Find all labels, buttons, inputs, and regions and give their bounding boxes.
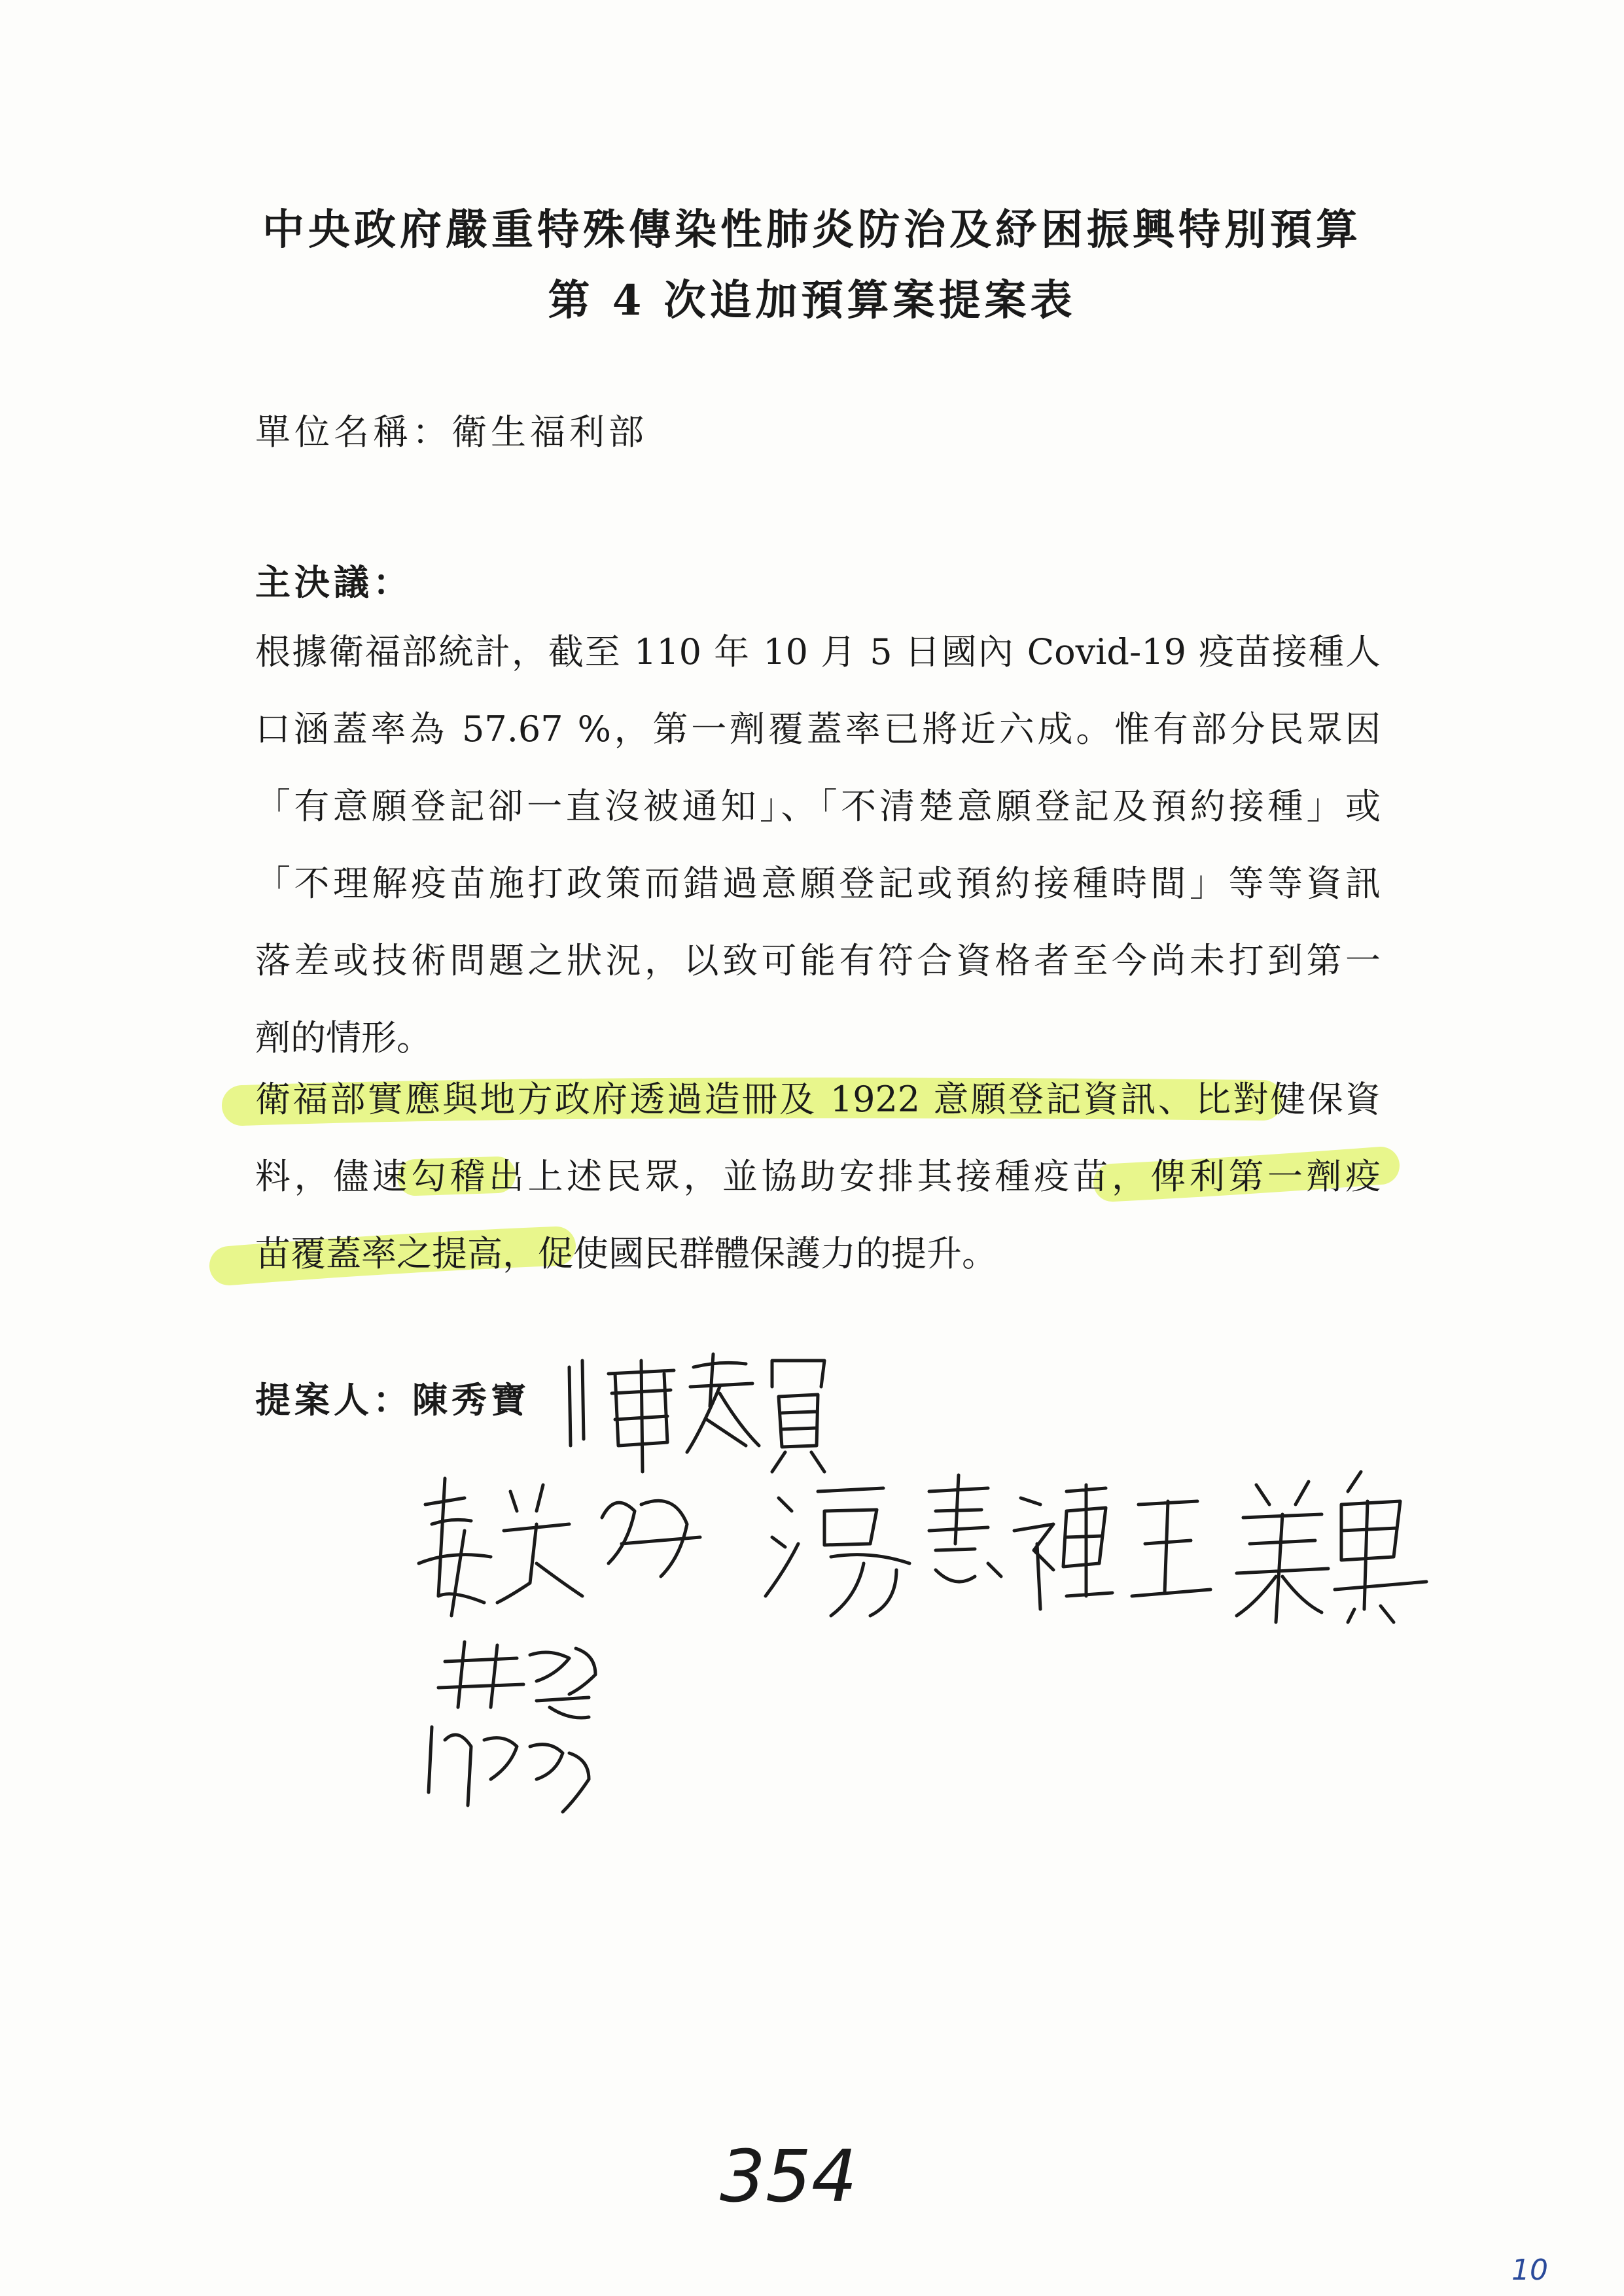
paragraph-1-line: 口涵蓋率為 57.67 %，第一劑覆蓋率已將近六成。惟有部分民眾因: [255, 708, 1381, 750]
unit-name: 單位名稱：衛生福利部: [255, 411, 648, 453]
signature-1: [563, 1348, 838, 1478]
title-line-1: 中央政府嚴重特殊傳染性肺炎防治及紓困振興特別預算: [262, 205, 1362, 254]
corner-mark-text: 10: [1511, 2253, 1548, 2287]
paragraph-2-line: 料，儘速勾稽出上述民眾，並協助安排其接種疫苗，俾利第一劑疫: [255, 1156, 1381, 1197]
signature-3: [419, 1635, 615, 1845]
paragraph-2: [255, 1061, 1381, 1293]
paragraph-1-line: 根據衛福部統計，截至 110 年 10 月 5 日國內 Covid-19 疫苗接種人: [255, 631, 1381, 672]
paragraph-1-line: 「不理解疫苗施打政策而錯過意願登記或預約接種時間」等等資訊: [255, 863, 1381, 904]
signature-row-2: [412, 1465, 1433, 1635]
resolution-heading: 主決議：: [255, 561, 412, 603]
corner-mark: [1508, 2250, 1574, 2289]
paragraph-2-line: 衛福部實應與地方政府透過造冊及 1922 意願登記資訊、比對健保資: [255, 1079, 1381, 1120]
paragraph-1: [255, 614, 1381, 1077]
page-number-text: 354: [720, 2134, 857, 2218]
title-line-2: 第 4 次追加預算案提案表: [548, 276, 1076, 325]
paragraph-1-line: 劑的情形。: [255, 1017, 432, 1058]
proposer-label: 提案人：陳秀寶: [255, 1379, 530, 1421]
paragraph-1-line: 「有意願登記卻一直沒被通知」、「不清楚意願登記及預約接種」或: [255, 786, 1381, 827]
page-number: [713, 2132, 857, 2224]
paragraph-1-line: 落差或技術問題之狀況，以致可能有符合資格者至今尚未打到第一: [255, 940, 1381, 981]
paragraph-2-line: 苗覆蓋率之提高，促使國民群體保護力的提升。: [255, 1233, 997, 1274]
